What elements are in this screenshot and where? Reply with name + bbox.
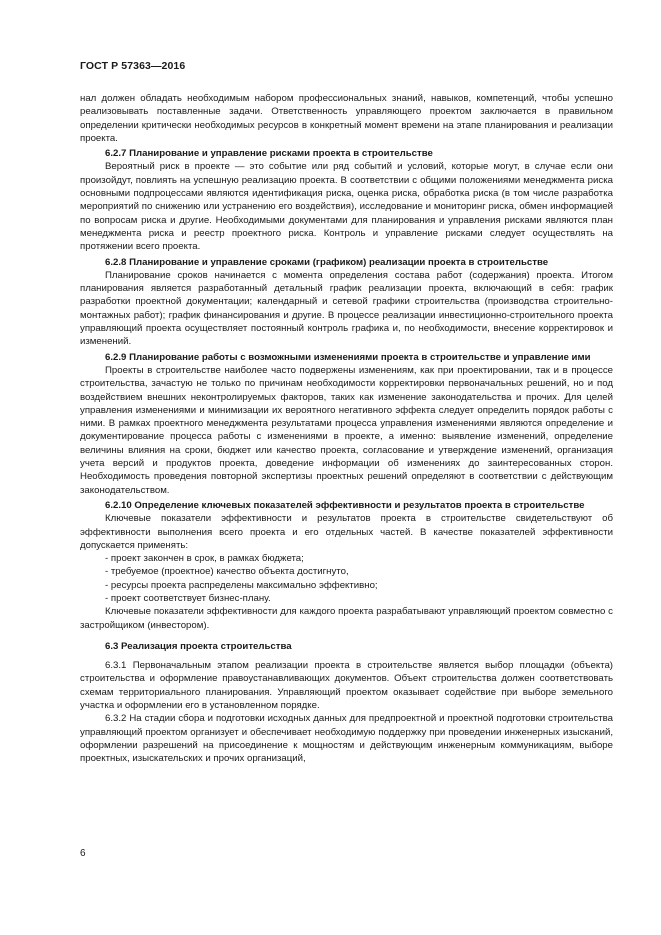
section-6-2-7-heading: 6.2.7 Планирование и управление рисками проекта в строительстве (105, 148, 433, 160)
section-6-2-9-heading: 6.2.9 Планирование работы с возможными изменениями проекта в строительстве и управление ими (105, 351, 591, 363)
section-6-2-7-text: Вероятный риск в проекте — это событие или ряд событий и условий, которые могут, в случае если они произойдут, повлиять на успешную реализацию проекта. В соответствии с общими положениями менеджмента риска основными подпроцессами являются идентификация риска, оценка риска, обработка риска (в том числе разработка мероприятий по снижению или устранению его воздействия), исследование и мониторинг риска, обмен информацией по вопросам риска и другие. Необходимыми документами для планирования и управления рисками являются план менеджмента риска и реестр проектного риска. Контроль и управление рисками следует осуществлять на протяжении всего проекта. (80, 161, 613, 253)
section-6-2-10-text-2: Ключевые показатели эффективности для каждого проекта разрабатывают управляющий проектом совместно с застройщиком (инвестором). (80, 606, 613, 631)
section-6-2-10-heading: 6.2.10 Определение ключевых показателей эффективности и результатов проекта в строительстве (105, 499, 585, 511)
section-6-2-8-text: Планирование сроков начинается с момента определения состава работ (содержания) проекта. Итогом планирования является разработанный детальный график реализации проекта, включающий в себя: график разработки проектной документации; календарный и сетевой графики строительства (производства строительно-монтажных работ); график финансирования и другие. В процессе реализации инвестиционно-строительного проекта управляющий проекта осуществляет постоянный контроль графика и, по необходимости, внесение корректировок и изменений. (80, 269, 613, 348)
intro-paragraph: нал должен обладать необходимым набором профессиональных знаний, навыков, компетенций, чтобы успешно реализовывать поставленные задачи. Ответственность управляющего проектом заключается в правильном определении критически необходимых ресурсов в конкретный момент времени на этапе планирования и реализации проекта. (80, 93, 613, 144)
section-6-3-heading: 6.3 Реализация проекта строительства (105, 640, 292, 652)
section-6-2-10-text: Ключевые показатели эффективности и результатов проекта в строительстве свидетельствуют об эффективности выполнения всего проекта и его отдельных частей. В качестве показателей эффективности допускается применять: (80, 513, 613, 551)
section-6-2-8-heading: 6.2.8 Планирование и управление сроками (графиком) реализации проекта в строительстве (105, 256, 549, 268)
section-6-2-9-text: Проекты в строительстве наиболее часто подвержены изменениям, как при проектировании, так и в процессе строительства, зачастую не только по причинам необходимости корректировки первоначальных решений, но и под воздействием внешних неконтролируемых факторов, таких как изменение законодательства и прочих. Для целей управления изменениями и минимизации их вероятного негативного эффекта следует определить порядок работы с ними. В рамках проектного менеджмента результатами процесса управления изменениями являются определение и документирование процесса работы с изменениями в проекте, а именно: выявление изменений, определение величины влияния на сроки, бюджет или качество проекта, согласование и утверждение изменений, организация учета версий и продуктов проекта, доведение информации об изменениях до заинтересованных сторон. Необходимость проведения повторной экспертизы проектных решений определяют в соответствии с действующим законодательством. (80, 364, 613, 496)
section-6-3-2-text: 6.3.2 На стадии сбора и подготовки исходных данных для предпроектной и проектной подготовки строительства управляющий проектом организует и обеспечивает необходимую поддержку при проведении инженерных изысканий, оформлении разрешений на присоединение к мощностям и действующим инженерным коммуникациям, выборе проектных, изыскательских и прочих организаций, (80, 713, 613, 765)
standard-code-header: ГОСТ Р 57363—2016 (80, 60, 186, 72)
list-item: - проект закончен в срок, в рамках бюджета; (105, 553, 304, 565)
list-item: - требуемое (проектное) качество объекта достигнуто, (105, 566, 349, 578)
list-item: - проект соответствует бизнес-плану. (105, 592, 271, 604)
section-6-3-1-text: 6.3.1 Первоначальным этапом реализации проекта в строительстве является выбор площадки (объекта) строительства и оформление правоустанавливающих документов. Объект строительства должен соответствовать схемам территориального планирования. Управляющий проектом оказывает содействие при выборе земельного участка и оформлении его в установленном порядке. (80, 660, 613, 712)
page-number: 6 (80, 848, 86, 859)
kpi-bullet-list (80, 552, 613, 605)
document-body (80, 92, 613, 766)
list-item: - ресурсы проекта распределены максимально эффективно; (105, 579, 378, 591)
